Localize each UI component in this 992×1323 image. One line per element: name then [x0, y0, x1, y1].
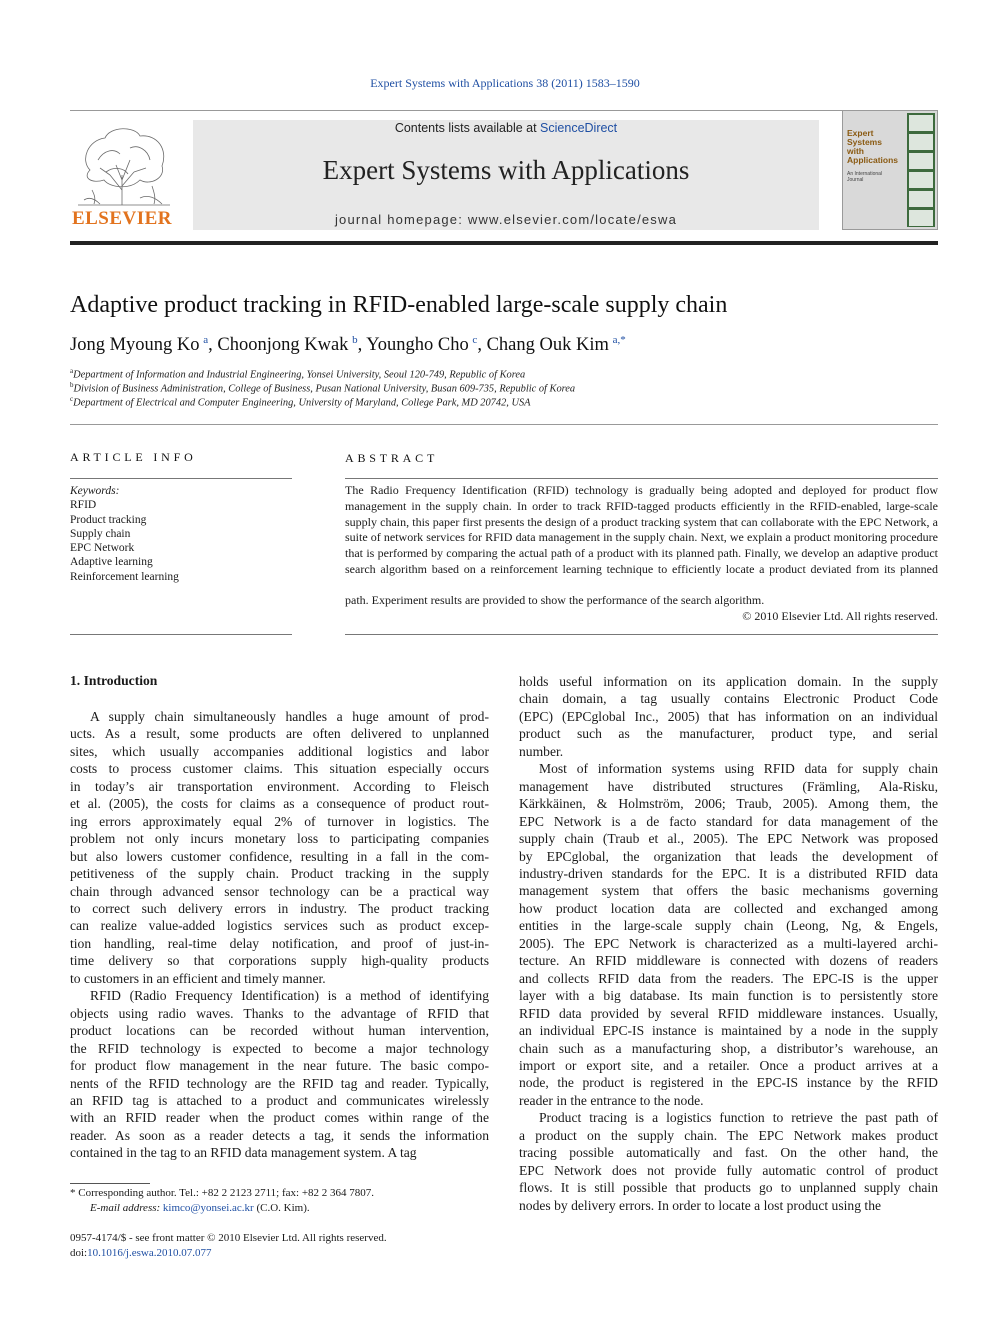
cover-icon-cell [909, 115, 933, 131]
body-text-line: nodes by delivery errors. In order to locate a lost product using the [519, 1197, 882, 1213]
cover-subtitle-line: Journal [847, 177, 864, 183]
cover-icon-cell [909, 153, 933, 169]
journal-cover-thumbnail [842, 110, 938, 230]
body-text-line: a product on the supply chain. The EPC Network makes product [519, 1127, 938, 1143]
abstract-last-line: path. Experiment results are provided to show the performance of the search algorithm. [345, 593, 765, 607]
doi-label: doi: [70, 1247, 88, 1259]
author-affil-marker[interactable]: a [203, 334, 209, 346]
article-info-caption: ARTICLE INFO [70, 450, 197, 464]
body-text-line: for product flow management in the near future. The basic compo- [70, 1058, 489, 1074]
affiliation-text: Department of Information and Industrial Engineering, Yonsei University, Seoul 120-749, Republic of Korea [73, 369, 526, 381]
keyword: Reinforcement learning [70, 570, 179, 583]
affiliation [70, 367, 525, 380]
body-text-line: petitiveness of the supply chain. Product tracking in the supply [70, 866, 489, 882]
keyword: Product tracking [70, 513, 147, 526]
contents-line [193, 121, 819, 135]
author-affil-marker[interactable]: c [472, 334, 478, 346]
body-text-line: ucts. As a result, some products are often delivered to unplanned [70, 726, 489, 742]
keyword: EPC Network [70, 542, 135, 555]
body-text-line: the RFID technology is expected to become a major technology [70, 1040, 489, 1056]
header-rule [70, 110, 938, 111]
footnote-rule [70, 1183, 150, 1184]
body-text-line: chain domain, a tag usually contains Electronic Product Code [519, 691, 938, 707]
affiliation-marker: a [70, 367, 74, 375]
header-thick-rule [70, 241, 938, 245]
affiliation-rule [70, 424, 938, 425]
body-text-line: in today’s air transportation environment. According to Fleisch [70, 778, 489, 794]
body-column-right [519, 673, 938, 1214]
email-label: E-mail address: [90, 1202, 161, 1214]
copyright-notice: © 2010 Elsevier Ltd. All rights reserved. [742, 609, 938, 623]
body-text-line: problem not only incurs monetary loss to participating companies [70, 831, 489, 847]
body-text-line: Product tracing is a logistics function to retrieve the past path of [539, 1110, 938, 1126]
body-text-line: EPC Network is a de facto standard for data management of the [519, 813, 938, 829]
cover-icon-cell [909, 134, 933, 150]
body-text-line: ing errors approximately equal 2% of turnover in logistics. The [70, 813, 489, 829]
body-text-line: entities in the large-scale supply chain (Leong, Ng, & Engels, [519, 918, 938, 934]
body-text-line: reader in the entrance to the node. [519, 1092, 704, 1108]
body-text-line: can realize value-added logistics services such as product excep- [70, 918, 489, 934]
affiliation-marker: c [70, 395, 74, 403]
body-text-line: time delivery so that corporations supply high-quality products [70, 953, 489, 969]
body-text-line: tecture. An RFID middleware is connected with dozens of readers [519, 953, 938, 969]
body-text-line: 2005). The EPC Network is characterized as a multi-layered archi- [519, 935, 938, 951]
cover-icon-cell [909, 210, 933, 226]
body-text-line: an RFID tag is attached to a product and communicates wirelessly [70, 1092, 489, 1108]
cover-title-line: Expert [847, 128, 874, 138]
email-suffix: (C.O. Kim). [256, 1202, 310, 1214]
body-text-line: and collects RFID data from the readers. The EPC-IS is the upper [519, 970, 938, 986]
cover-image-strip [907, 113, 935, 227]
body-text-line: holds useful information on its application domain. In the supply [519, 674, 938, 689]
abstract-rule [345, 478, 938, 479]
body-text-line: RFID data provided by several RFID middleware instances. Usually, [519, 1005, 938, 1021]
body-text-line: (EPC) (EPCglobal Inc., 2005) that has information on an individual [519, 708, 938, 724]
doi-line [70, 1246, 211, 1261]
body-text-line: tracing possible automatically and fast. On the other hand, the [519, 1145, 938, 1161]
body-text-line: A supply chain simultaneously handles a huge amount of prod- [90, 709, 489, 724]
keyword: Supply chain [70, 527, 131, 540]
abstract-rule [345, 634, 938, 635]
section-heading: 1. Introduction [70, 673, 158, 688]
article-info-rule [70, 478, 292, 479]
body-text-line: tion handling, real-time delay notification, and proof of just-in- [70, 935, 489, 951]
body-text-line: RFID (Radio Frequency Identification) is a method of identifying [90, 988, 489, 1004]
author-name: Jong Myoung Ko [70, 335, 200, 356]
body-text-line: to customers in an efficient and timely manner. [70, 970, 326, 986]
doi-link[interactable]: 10.1016/j.eswa.2010.07.077 [87, 1247, 212, 1259]
email-link[interactable]: kimco@yonsei.ac.kr [162, 1202, 254, 1214]
body-text-line: with an RFID reader when the product comes within range of the [70, 1110, 489, 1126]
body-text-line: Kärkkäinen, & Holmström, 2006; Traub, 2005). Among them, the [519, 796, 938, 812]
affiliation-text: Department of Electrical and Computer Engineering, University of Maryland, College Park, MD 20742, USA [73, 397, 531, 409]
author-name: Choonjong Kwak [217, 335, 349, 356]
body-text-line: chain such as a manufacturing shop, a distributor’s warehouse, an [519, 1040, 938, 1056]
body-text-line: flows. It is still possible that products go to unplanned supply chain [519, 1180, 938, 1196]
abstract-body: The Radio Frequency Identification (RFID) technology is gradually being adopted and deployed for product flow management in the supply chain. In order to track RFID-tagged products efficiently in the RFID-enabled, large-scale supply chain, this paper first presents the design of a product tracking system that can collaborate with the EPC Network, a suite of network services for RFID data management in the supply chain. Next, we explain a product monitoring procedure that is performed by comparing the actual path of a product with its planned path. Finally, we develop an adaptive product search algorithm based on a reinforcement learning technique to efficiently locate a product deviated from its planned [345, 483, 938, 576]
author-list: Jong Myoung Ko $^a$, Choonjong Kwak $^b$, Youngho Cho $^c$, Chang Ouk Kim $^{a,*}$ [70, 334, 626, 356]
body-text-line: costs to process customer claims. This situation especially occurs [70, 761, 489, 777]
body-text-line: nents of the RFID technology are the RFID tag and reader. Typically, [70, 1075, 489, 1091]
affiliation [70, 381, 575, 394]
cover-title-line: Systems [847, 137, 882, 147]
keywords-block [70, 484, 292, 584]
body-text-line: chain through advanced sensor technology can be a practical way [70, 883, 489, 899]
author-affil-marker[interactable]: a,* [612, 334, 626, 346]
email-note [90, 1201, 310, 1216]
affiliation [70, 395, 531, 408]
cover-icon-cell [909, 191, 933, 207]
affiliation-marker: b [70, 381, 74, 389]
body-text-line: industry-driven standards for the EPC. It is a distributed RFID data [519, 865, 938, 881]
publisher-wordmark: ELSEVIER [71, 208, 173, 229]
article-info-rule [70, 634, 292, 635]
body-text-line: product such as the manufacturer, product type, and serial [519, 726, 938, 742]
body-text-line: node, the product is registered in the EPC-IS instance by the RFID [519, 1075, 938, 1091]
body-text-line: Most of information systems using RFID data for supply chain [539, 761, 938, 777]
body-text-line: layer with a big database. Its main function is to persistently store [519, 988, 938, 1004]
issn-note: 0957-4174/$ - see front matter © 2010 Elsevier Ltd. All rights reserved. [70, 1232, 387, 1244]
body-text-line: but also lowers customer confidence, resulting in a fall in the com- [70, 848, 489, 864]
affiliation-text: Division of Business Administration, College of Business, Pusan National University, Busan 609-735, Republic of Korea [73, 383, 576, 395]
body-text-line: product locations can be recorded without human intervention, [70, 1023, 489, 1039]
keywords-label: Keywords: [70, 485, 120, 497]
sciencedirect-link[interactable]: ScienceDirect [540, 121, 618, 135]
body-text-line: contained in the tag to an RFID data management system. A tag [70, 1145, 417, 1161]
body-column-left [70, 708, 489, 1162]
cover-icon-cell [909, 172, 933, 188]
cover-title-line: with [847, 146, 864, 156]
body-text-line: sites, which usually accompanies additional logistics and labor [70, 743, 489, 759]
body-text-line: import or export site, and a retailer. Once a product arrives at a [519, 1057, 938, 1073]
journal-citation[interactable]: Expert Systems with Applications 38 (2011) 1583–1590 [370, 76, 640, 90]
abstract-caption: ABSTRACT [345, 451, 439, 465]
cover-subtitle-line: An International [847, 171, 883, 177]
body-text-line: management system that offers the basic mechanisms governing [519, 883, 938, 899]
body-text-line: number. [519, 743, 564, 759]
cover-title-line: Applications [847, 155, 899, 165]
article-title: Adaptive product tracking in RFID-enabled large-scale supply chain [70, 292, 728, 318]
body-text-line: how product location data are collected and exchanged among [519, 900, 938, 916]
body-text-line: to correct such delivery errors in industry. The product tracking [70, 900, 489, 916]
body-text-line: by EPCglobal, the organization that leads the development of [519, 848, 938, 864]
author-name: Youngho Cho [366, 335, 469, 356]
body-text-line: an individual EPC-IS instance is maintained by a node in the supply [519, 1023, 938, 1039]
corresponding-author-note: * Corresponding author. Tel.: +82 2 2123 2711; fax: +82 2 364 7807. [70, 1187, 375, 1199]
journal-homepage-link[interactable]: journal homepage: www.elsevier.com/locate/eswa [334, 212, 678, 227]
author-name: Chang Ouk Kim [486, 335, 609, 356]
body-text-line: EPC Network does not provide fully automatic control of product [519, 1162, 938, 1178]
journal-title: Expert Systems with Applications [322, 155, 690, 185]
contents-prefix: Contents lists available at [394, 121, 541, 135]
body-text-line: objects using radio waves. Thanks to the advantage of RFID that [70, 1005, 489, 1021]
keyword: RFID [70, 499, 97, 512]
body-text-line: management have distributed structures (Främling, Ala-Risku, [519, 778, 938, 794]
body-text-line: reader. As soon as a reader detects a tag, it sends the information [70, 1127, 489, 1143]
body-text-line: supply chain (Traub et al., 2005). The EPC Network was proposed [519, 831, 938, 847]
body-text-line: et al. (2005), the costs for claims as a consequence of product rout- [70, 796, 489, 812]
keyword: Adaptive learning [70, 556, 153, 569]
author-affil-marker[interactable]: b [352, 334, 358, 346]
